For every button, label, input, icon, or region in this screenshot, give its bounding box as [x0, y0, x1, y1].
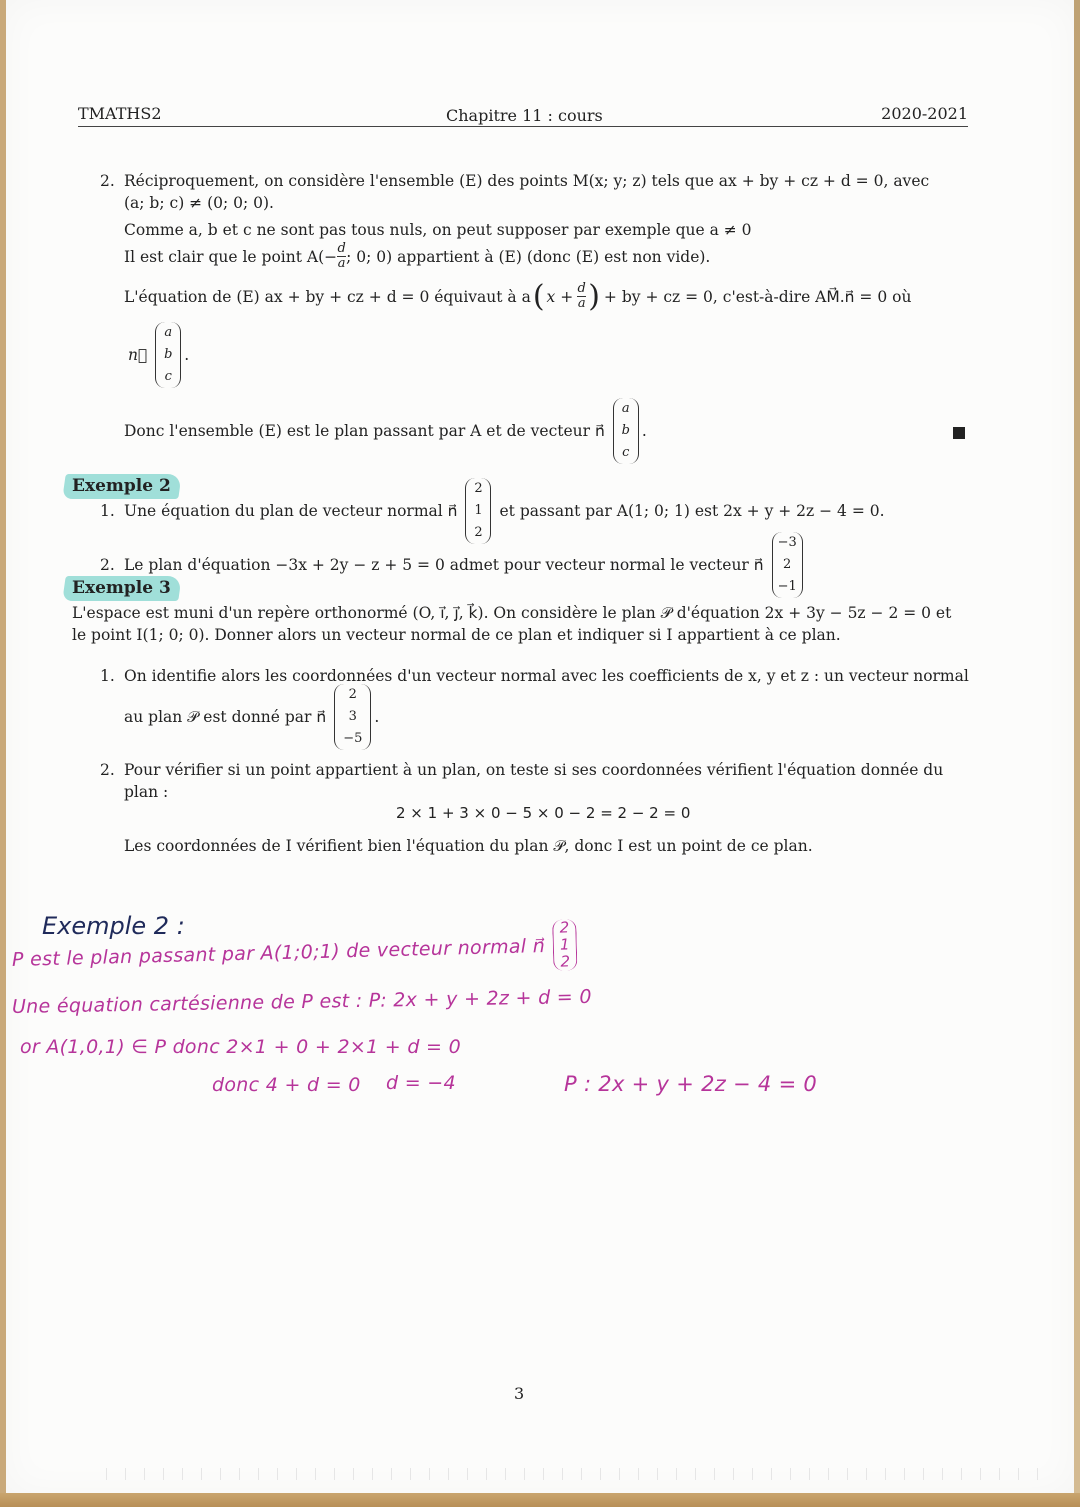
header-chapter: Chapitre 11 : cours [446, 106, 603, 125]
vector-n-label: n⃗ [128, 346, 148, 364]
proof-line-5-pre: L'équation de (E) ax + by + cz + d = 0 équivaut à a [124, 287, 531, 306]
item-text: Le plan d'équation −3x + 2y − z + 5 = 0 admet pour vecteur normal le vecteur n⃗ [124, 556, 764, 574]
exemple-3-item-2-line-2: plan : [124, 783, 169, 801]
fraction-denominator: a [337, 256, 346, 271]
vector-component: 1 [559, 935, 571, 954]
vector-component: 2 [559, 918, 570, 937]
handwritten-title: Exemple 2 : [42, 912, 185, 940]
fraction-denominator: a [577, 296, 586, 311]
page-number: 3 [514, 1384, 525, 1403]
vector-column [155, 322, 181, 388]
handwritten-line-4a: donc 4 + d = 0 [212, 1074, 361, 1096]
proof-line-3: Comme a, b et c ne sont pas tous nuls, on peut supposer par exemple que a ≠ 0 [124, 221, 752, 239]
proof-line-5-post: + by + cz = 0, c'est-à-dire AM⃗.n⃗ = 0 où [603, 287, 912, 306]
vector-component: b [621, 423, 630, 438]
vector-component: b [164, 347, 173, 362]
conclusion-text: Donc l'ensemble (E) est le plan passant par A et de vecteur n⃗ [124, 422, 605, 440]
fraction-d-over-a [337, 242, 346, 271]
document-page [6, 0, 1074, 1494]
open-paren: ( [532, 278, 545, 314]
close-paren: ) [588, 278, 600, 314]
proof-conclusion: Donc l'ensemble (E) est le plan passant par A et de vecteur n⃗ a b c . [124, 398, 647, 464]
exemple-3-statement-2: le point I(1; 0; 0). Donner alors un vecteur normal de ce plan et indiquer si I appartient à ce plan. [72, 626, 841, 644]
proof-line-2: (a; b; c) ≠ (0; 0; 0). [124, 194, 274, 212]
qed-square-icon [953, 427, 965, 439]
paper-edge-marks [106, 1468, 1046, 1480]
normal-vector-abc: n⃗ a b c . [128, 322, 189, 388]
item-number: 2. [100, 761, 115, 779]
proof-line-4-post: ; 0; 0) appartient à (E) (donc (E) est non vide). [346, 247, 711, 266]
vector-column [613, 398, 639, 464]
fraction-numerator: d [337, 241, 346, 256]
vector-component: c [164, 369, 172, 384]
exemple-2-label: Exemple 2 [72, 476, 171, 496]
vector-component: c [622, 445, 630, 460]
item-number: 2. [100, 556, 115, 574]
verification-computation: 2 × 1 + 3 × 0 − 5 × 0 − 2 = 2 − 2 = 0 [396, 804, 691, 822]
paren-content: x + [546, 287, 574, 306]
vector-component: −3 [777, 535, 797, 550]
proof-line-4 [124, 242, 710, 271]
exemple-2-item-2 [124, 530, 803, 600]
vector-component: 2 [474, 481, 483, 496]
handwritten-line-3: or A(1,0,1) ∈ P donc 2×1 + 0 + 2×1 + d = 0 [20, 1036, 462, 1058]
exemple-3-item-2-line-1: Pour vérifier si un point appartient à un plan, on teste si ses coordonnées vérifient l'équation donnée du [124, 761, 944, 779]
page-header [78, 100, 968, 127]
header-year: 2020-2021 [881, 104, 968, 123]
desk-edge-bottom [0, 1493, 1080, 1507]
item-text: au plan 𝒫 est donné par n⃗ [124, 708, 327, 726]
exemple-3-conclusion: Les coordonnées de I vérifient bien l'équation du plan 𝒫, donc I est un point de ce plan. [124, 837, 813, 855]
exemple-3-item-1-line-2: au plan 𝒫 est donné par n⃗ 2 3 −5 . [124, 682, 379, 752]
proof-line-1: Réciproquement, on considère l'ensemble (E) des points M(x; y; z) tels que ax + by + cz + d = 0, avec [124, 172, 930, 190]
handwritten-line-2: Une équation cartésienne de P est : P: 2x + y + 2z + d = 0 [11, 985, 592, 1018]
vector-component: 2 [348, 687, 357, 702]
item-text: et passant par A(1; 0; 1) est 2x + y + 2z − 4 = 0. [499, 502, 885, 520]
item-number: 2. [100, 172, 115, 190]
item-text: Une équation du plan de vecteur normal n⃗ [124, 502, 458, 520]
header-course: TMATHS2 [78, 104, 162, 123]
vector-component: 1 [474, 503, 483, 518]
handwritten-final-equation: P : 2x + y + 2z − 4 = 0 [564, 1072, 818, 1096]
vector-column [772, 532, 803, 598]
exemple-3-item-1-line-1: On identifie alors les coordonnées d'un vecteur normal avec les coefficients de x, y et z : un vecteur normal [124, 667, 969, 685]
vector-component: 2 [474, 525, 483, 540]
vector-component: −1 [777, 579, 797, 594]
item-number: 1. [100, 502, 115, 520]
vector-component: a [621, 401, 630, 416]
item-number: 1. [100, 667, 115, 685]
vector-component: 3 [348, 709, 357, 724]
exemple-3-label: Exemple 3 [72, 578, 171, 598]
vector-component: 2 [560, 952, 571, 971]
fraction-numerator: d [577, 281, 586, 296]
proof-line-5 [124, 278, 912, 314]
exemple-3-statement-1: L'espace est muni d'un repère orthonormé (O, i⃗, j⃗, k⃗). On considère le plan 𝒫 d'équation 2x + 3y − 5z − 2 = 0 et [72, 604, 952, 622]
handwritten-text: P est le plan passant par A(1;0;1) de vecteur normal n⃗ [11, 934, 546, 971]
vector-component: 2 [783, 557, 792, 572]
proof-line-4-pre: Il est clair que le point A(− [124, 247, 338, 266]
handwritten-line-4b: d = −4 [386, 1072, 456, 1094]
vector-column [334, 684, 371, 750]
desk-edge-right [1074, 0, 1080, 1507]
vector-component: a [164, 325, 173, 340]
vector-column [552, 919, 577, 971]
fraction-d-over-a [577, 282, 586, 311]
vector-component: −5 [343, 731, 363, 746]
